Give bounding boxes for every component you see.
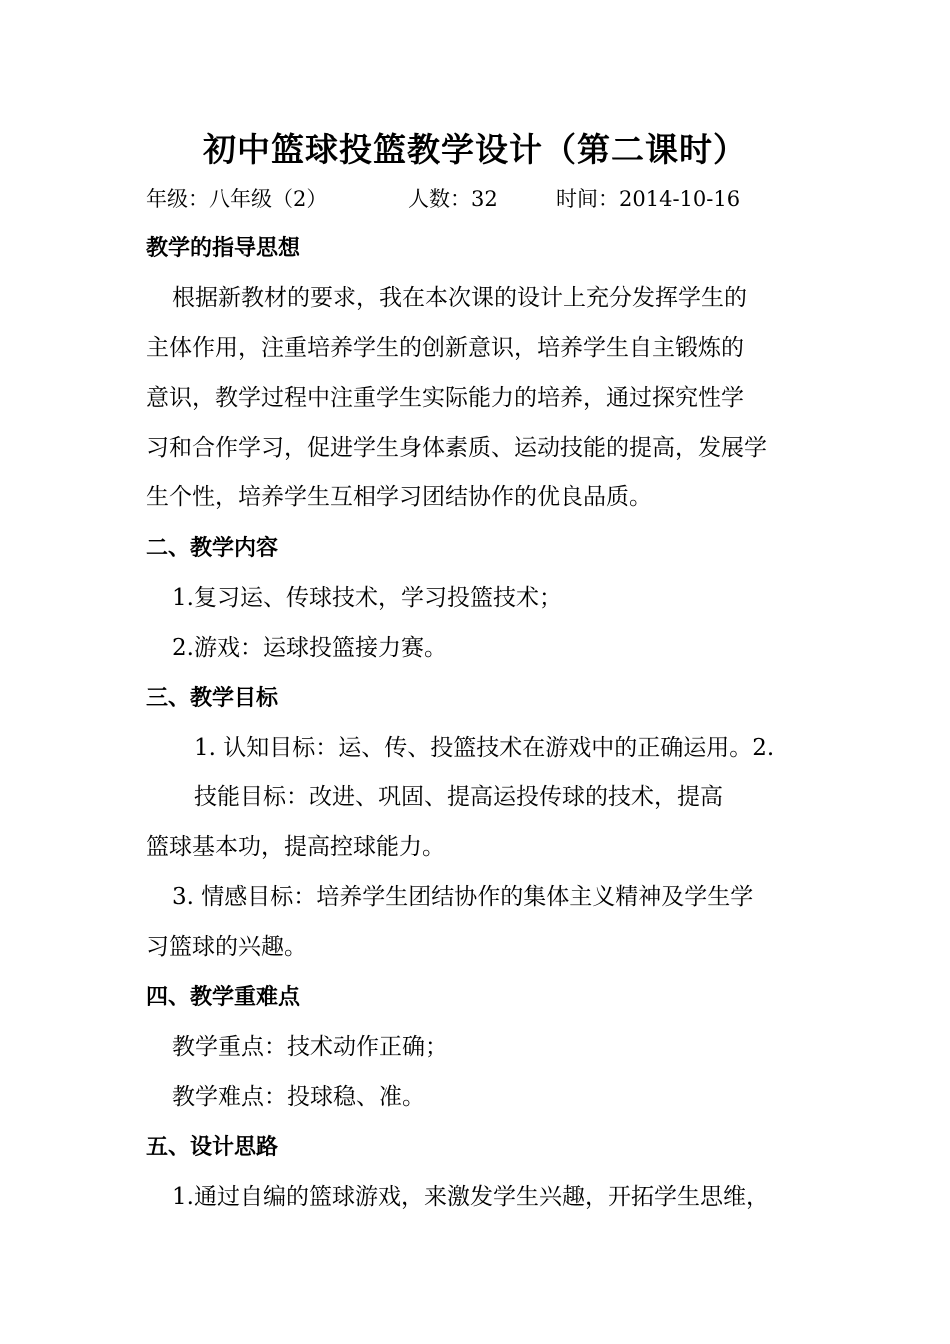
section-heading-keypoints: 四、教学重难点 <box>146 984 301 1010</box>
list-item: 教学重点：技术动作正确； <box>172 1034 448 1060</box>
meta-student-count: 人数：32 <box>408 187 498 211</box>
section-heading-goals: 三、教学目标 <box>146 685 279 711</box>
paragraph-line: 习和合作学习，促进学生身体素质、运动技能的提高，发展学 <box>146 435 767 461</box>
list-item: 1.通过自编的篮球游戏，来激发学生兴趣，开拓学生思维， <box>172 1184 769 1210</box>
list-item: 1.复习运、传球技术，学习投篮技术； <box>172 585 562 611</box>
list-item: 习篮球的兴趣。 <box>146 934 307 960</box>
meta-date: 时间：2014-10-16 <box>556 187 741 211</box>
list-item: 2.游戏：运球投篮接力赛。 <box>172 635 447 661</box>
paragraph-line: 生个性，培养学生互相学习团结协作的优良品质。 <box>146 484 652 510</box>
list-item: 3. 情感目标：培养学生团结协作的集体主义精神及学生学 <box>172 884 754 910</box>
list-item: 教学难点：投球稳、准。 <box>172 1084 425 1110</box>
list-item: 篮球基本功，提高控球能力。 <box>146 834 445 860</box>
list-item: 1. 认知目标：运、传、投篮技术在游戏中的正确运用。2. <box>194 735 775 761</box>
paragraph-line: 主体作用，注重培养学生的创新意识，培养学生自主锻炼的 <box>146 335 744 361</box>
paragraph-line: 根据新教材的要求，我在本次课的设计上充分发挥学生的 <box>172 285 747 311</box>
section-heading-guiding: 教学的指导思想 <box>146 235 301 261</box>
list-item: 技能目标：改进、巩固、提高运投传球的技术，提高 <box>194 784 723 810</box>
paragraph-line: 意识，教学过程中注重学生实际能力的培养，通过探究性学 <box>146 385 744 411</box>
document-title: 初中篮球投篮教学设计（第二课时） <box>203 130 747 169</box>
section-heading-content: 二、教学内容 <box>146 535 279 561</box>
meta-grade: 年级：八年级（2） <box>146 187 328 211</box>
section-heading-design: 五、设计思路 <box>146 1134 279 1160</box>
